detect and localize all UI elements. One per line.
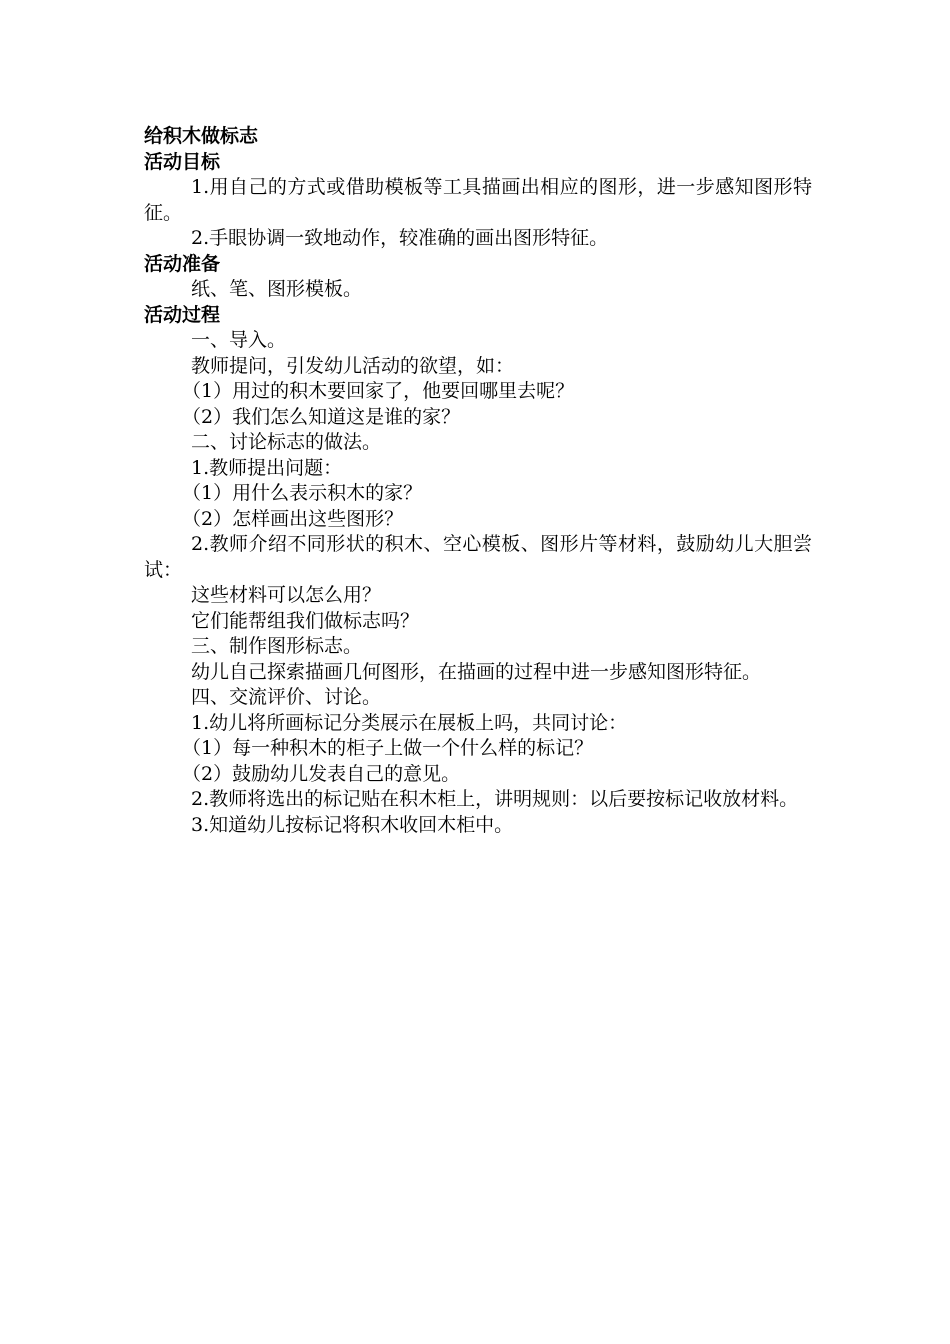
paragraph: （1）用什么表示积木的家？	[182, 482, 423, 504]
paragraph: 四、交流评价、讨论。	[191, 686, 382, 708]
paragraph: 纸、笔、图形模板。	[191, 278, 363, 300]
document-title: 给积木做标志	[144, 125, 259, 147]
paragraph: 这些材料可以怎么用？	[191, 584, 382, 606]
paragraph: 幼儿自己探索描画几何图形，在描画的过程中进一步感知图形特征。	[191, 660, 762, 683]
paragraph: （2）怎样画出这些图形？	[182, 507, 404, 530]
paragraph: （2）鼓励幼儿发表自己的意见。	[182, 762, 461, 785]
paragraph: 1.幼儿将所画标记分类展示在展板上吗，共同讨论：	[191, 711, 628, 734]
section-goals	[144, 150, 812, 252]
document-page	[144, 124, 812, 838]
section-process	[144, 303, 812, 839]
section-heading: 活动目标	[144, 150, 221, 173]
paragraph: 1.教师提出问题：	[191, 456, 343, 479]
paragraph: 一、导入。	[191, 329, 287, 351]
paragraph: 三、制作图形标志。	[191, 635, 363, 657]
paragraph: 二、讨论标志的做法。	[191, 431, 382, 453]
section-heading: 活动过程	[144, 303, 221, 326]
paragraph: 3.知道幼儿按标记将积木收回木柜中。	[191, 813, 514, 836]
paragraph: （1）用过的积木要回家了，他要回哪里去呢？	[182, 380, 575, 402]
paragraph: 教师提问，引发幼儿活动的欲望，如：	[191, 354, 515, 377]
section-heading: 活动准备	[144, 252, 221, 275]
paragraph: （2）我们怎么知道这是谁的家？	[182, 405, 461, 428]
paragraph: 1.用自己的方式或借助模板等工具描画出相应的图形，进一步感知图形特征。	[144, 176, 812, 224]
paragraph: 2.教师将选出的标记贴在积木柜上，讲明规则：以后要按标记收放材料。	[191, 788, 799, 810]
paragraph: 它们能帮组我们做标志吗？	[191, 609, 420, 632]
paragraph: 2.教师介绍不同形状的积木、空心模板、图形片等材料，鼓励幼儿大胆尝试：	[144, 533, 812, 581]
section-preparation	[144, 252, 812, 303]
paragraph: （1）每一种积木的柜子上做一个什么样的标记？	[182, 737, 594, 759]
paragraph: 2.手眼协调一致地动作，较准确的画出图形特征。	[191, 227, 609, 249]
